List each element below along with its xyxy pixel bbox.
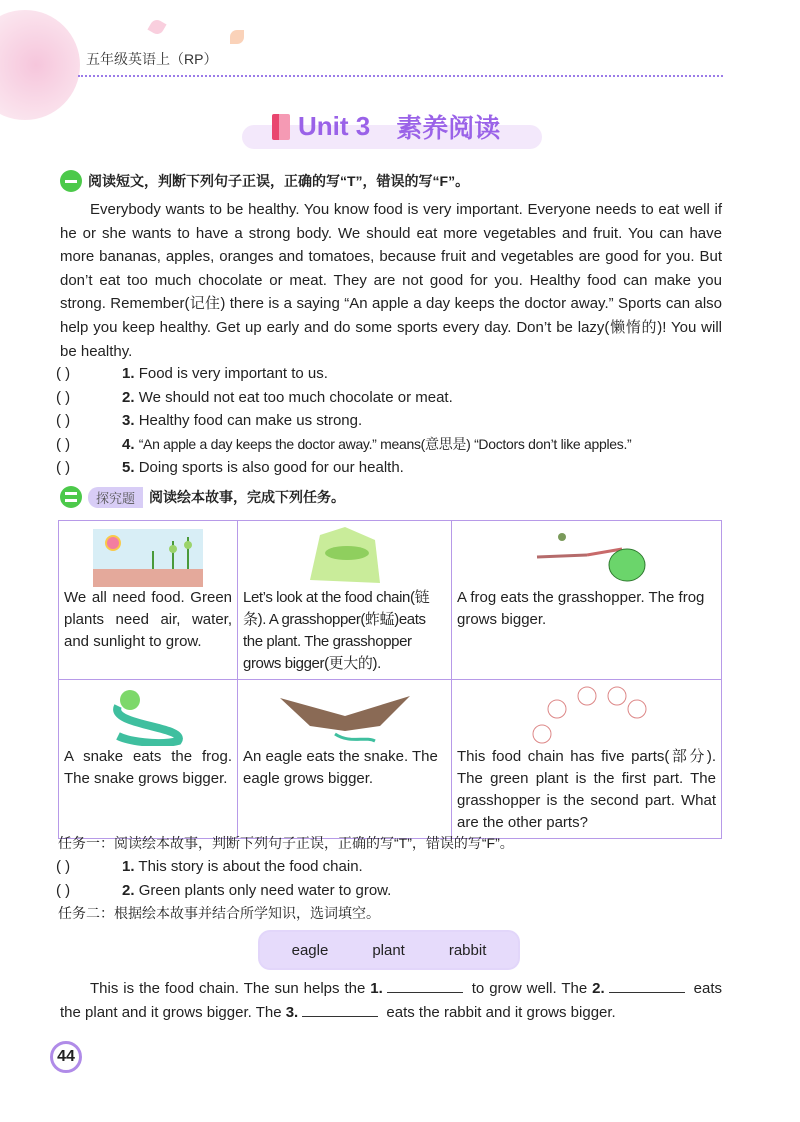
question-item: ( ) 1. Food is very important to us. [56, 362, 631, 386]
story-panel [59, 521, 238, 680]
fill-blank-2[interactable] [609, 979, 685, 993]
story-panel [238, 521, 452, 680]
section-two-icon [60, 486, 82, 508]
word-option: plant [372, 941, 405, 959]
flower-decoration [147, 17, 166, 36]
eagle-illustration [280, 686, 410, 746]
page-number: 44 [50, 1041, 82, 1073]
plants-sun-illustration [93, 529, 203, 587]
answer-blank[interactable]: ( ) [56, 412, 71, 430]
answer-blank[interactable]: ( ) [56, 459, 71, 477]
word-option: rabbit [448, 941, 487, 959]
tasks [58, 832, 514, 925]
panel-text: An eagle eats the snake. The eagle grows bigger. [243, 748, 438, 787]
answer-blank[interactable]: ( ) [56, 388, 71, 406]
word-option: eagle [291, 941, 329, 959]
snake-illustration [98, 686, 198, 746]
question-item: ( ) 2. We should not eat too much chocolate or meat. [56, 386, 631, 410]
question-item: ( ) 2. Green plants only need water to grow. [56, 879, 514, 903]
section1-questions [56, 362, 631, 480]
answer-blank[interactable]: ( ) [56, 365, 71, 382]
section2-instruction: 阅读绘本故事，完成下列任务。 [149, 489, 346, 505]
book-icon [272, 114, 290, 140]
flower-decoration [230, 30, 244, 44]
question-item: ( ) 5. Doing sports is also good for our health. [56, 456, 631, 480]
answer-blank[interactable]: ( ) [56, 881, 71, 899]
section2-header [60, 486, 345, 508]
story-panel [238, 680, 452, 839]
running-title: 五年级英语上（RP） [86, 51, 218, 67]
fill-blank-1[interactable] [387, 979, 463, 993]
frog-illustration [527, 527, 647, 587]
panel-text: Let’s look at the food chain(链条). A grasshopper(蚱蜢)eats the plant. The grasshopper grows bigger(更大的). [243, 589, 430, 672]
section1-instruction: 阅读短文，判断下列句子正误，正确的写“T”，错误的写“F”。 [88, 173, 470, 189]
question-item: ( ) 4. “An apple a day keeps the doctor away.” means(意思是) “Doctors don’t like apples.” [56, 433, 631, 457]
unit-title [272, 108, 500, 145]
decorative-blob [0, 10, 80, 120]
food-chain-illustration [522, 684, 652, 746]
reading-passage: Everybody wants to be healthy. You know food is very important. Everyone needs to eat well if he or she wants to have a strong body. We should eat more vegetables and fruit. You can have more bananas, apples, oranges and tomatoes, because fruit and vegetables are good for you. But don’t eat too much chocolate or meat. They are not good for you. Healthy food can make you strong. Remember(记住) there is a saying “An apple a day keeps the doctor away.” Sports can also help you keep healthy. Get up early and do some sports every day. Don’t be lazy(懒惰的)! You will be healthy. [60, 201, 722, 360]
story-panel [452, 680, 722, 839]
answer-blank[interactable]: ( ) [56, 858, 71, 875]
answer-blank[interactable]: ( ) [56, 435, 71, 453]
question-item: ( ) 1. This story is about the food chain. [56, 855, 514, 879]
panel-text: This food chain has five parts(部分). The green plant is the first part. The grasshopper is the second part. What are the other parts? [457, 748, 716, 831]
section-one-icon [60, 170, 82, 192]
story-table [58, 520, 722, 839]
story-panel [59, 680, 238, 839]
fill-in-passage: This is the food chain. The sun helps the 1. to grow well. The 2. eats the plant and it grows bigger. The 3. eats the rabbit and it grows bigger. [60, 980, 722, 1021]
section1-header [60, 170, 469, 192]
task2-instruction: 任务二：根据绘本故事并结合所学知识，选词填空。 [58, 905, 380, 922]
story-panel [452, 521, 722, 680]
panel-text: A snake eats the frog. The snake grows bigger. [64, 748, 232, 787]
panel-text: A frog eats the grasshopper. The frog grows bigger. [457, 589, 705, 628]
question-item: ( ) 3. Healthy food can make us strong. [56, 409, 631, 433]
word-bank [258, 930, 520, 970]
task1-instruction: 任务一：阅读绘本故事，判断下列句子正误，正确的写“T”，错误的写“F”。 [58, 835, 514, 851]
unit-number: Unit 3 [298, 111, 371, 141]
fill-blank-3[interactable] [302, 1003, 378, 1017]
header-divider [78, 75, 723, 77]
unit-subtitle: 素养阅读 [396, 113, 501, 143]
panel-text: We all need food. Green plants need air, water, and sunlight to grow. [64, 589, 232, 650]
grasshopper-illustration [305, 525, 385, 587]
inquiry-tag: 探究题 [88, 487, 143, 508]
